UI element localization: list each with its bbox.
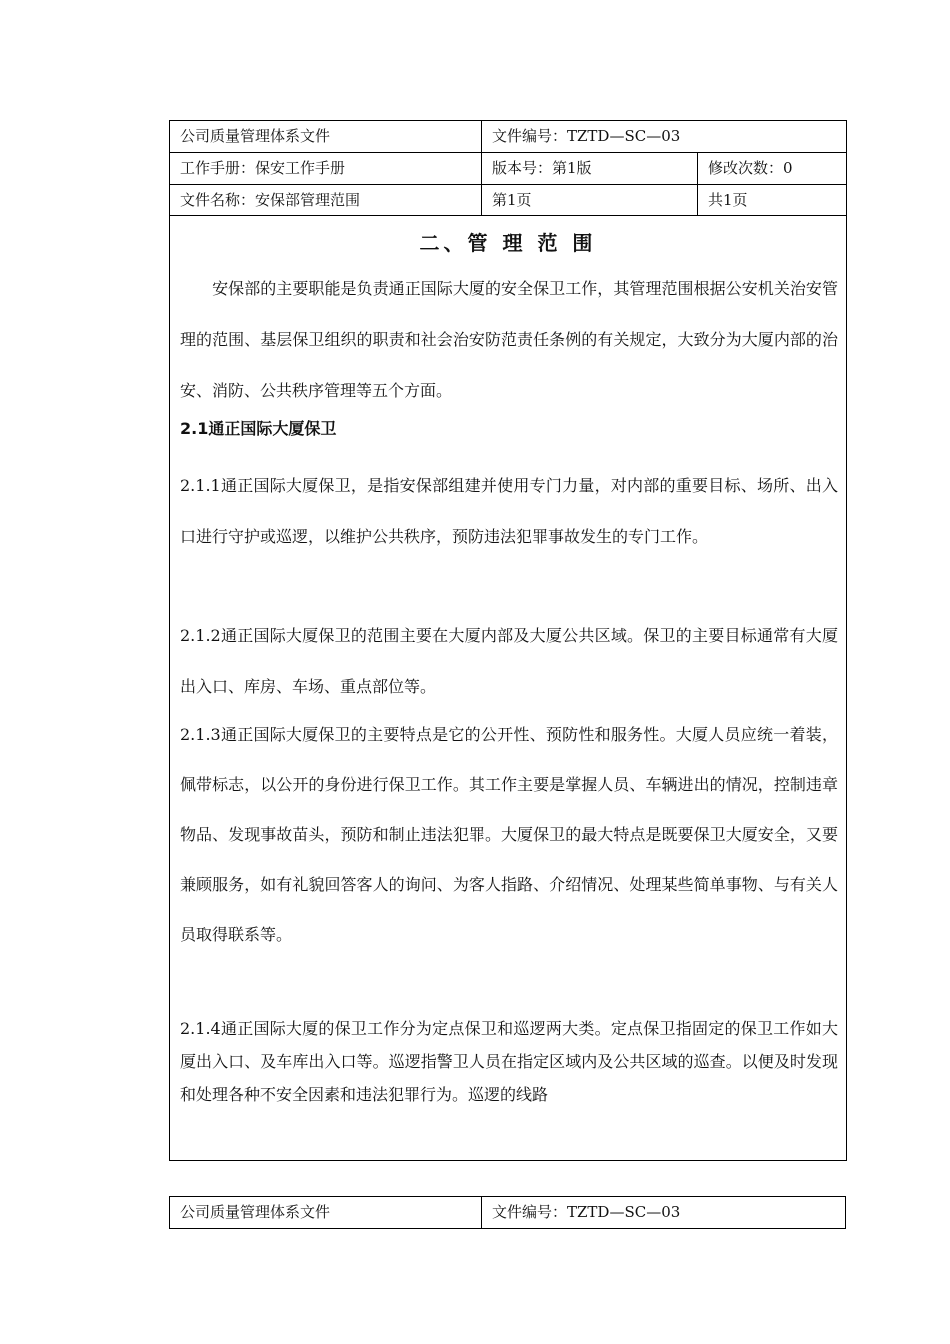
version-cell: 版本号：第1版 — [482, 153, 698, 184]
page-cell: 第1页 — [482, 185, 698, 216]
intro-paragraph: 安保部的主要职能是负责通正国际大厦的安全保卫工作，其管理范围根据公安机关治安管理的范围、基层保卫组织的职责和社会治安防范责任条例的有关规定，大致分为大厦内部的治安、消防、公共秩序管理等五个方面。 — [180, 279, 838, 400]
document-header-table — [169, 120, 847, 216]
manual-cell: 工作手册：保安工作手册 — [170, 153, 482, 184]
document-body — [169, 215, 847, 1161]
paragraph-2-1-4: 2.1.4通正国际大厦的保卫工作分为定点保卫和巡逻两大类。定点保卫指固定的保卫工作如大厦出入口、及车库出入口等。巡逻指警卫人员在指定区域内及公共区域的巡查。以便及时发现和处理各种不安全因素和违法犯罪行为。巡逻的线路 — [180, 1019, 838, 1104]
doc-number-cell: 文件编号：TZTD—SC—03 — [492, 127, 681, 145]
section-heading: 2.1通正国际大厦保卫 — [180, 419, 337, 438]
next-header-row — [170, 1197, 845, 1228]
next-doc-number-cell: 文件编号：TZTD—SC—03 — [492, 1203, 681, 1221]
revision-cell: 修改次数：0 — [708, 159, 793, 177]
total-pages-cell: 共1页 — [708, 191, 748, 209]
paragraph-2-1-1: 2.1.1通正国际大厦保卫，是指安保部组建并使用专门力量，对内部的重要目标、场所、出入口进行守护或巡逻，以维护公共秩序，预防违法犯罪事故发生的专门工作。 — [180, 476, 838, 546]
header-row-3 — [170, 185, 846, 216]
paragraph-2-1-2: 2.1.2通正国际大厦保卫的范围主要在大厦内部及大厦公共区域。保卫的主要目标通常有大厦出入口、库房、车场、重点部位等。 — [180, 626, 838, 696]
header-row-1 — [170, 121, 846, 153]
doc-system-cell: 公司质量管理体系文件 — [170, 121, 482, 152]
paragraph-2-1-3: 2.1.3通正国际大厦保卫的主要特点是它的公开性、预防性和服务性。大厦人员应统一着装，佩带标志，以公开的身份进行保卫工作。其工作主要是掌握人员、车辆进出的情况，控制违章物品、发现事故苗头，预防和制止违法犯罪。大厦保卫的最大特点是既要保卫大厦安全，又要兼顾服务，如有礼貌回答客人的询问、为客人指路、介绍情况、处理某些简单事物、与有关人员取得联系等。 — [180, 725, 838, 944]
header-row-2 — [170, 153, 846, 185]
next-page-header-table — [169, 1196, 846, 1229]
file-name-cell: 文件名称：安保部管理范围 — [170, 185, 482, 216]
section-title: 二、管 理 范 围 — [419, 231, 597, 255]
next-doc-system-cell: 公司质量管理体系文件 — [170, 1197, 482, 1228]
